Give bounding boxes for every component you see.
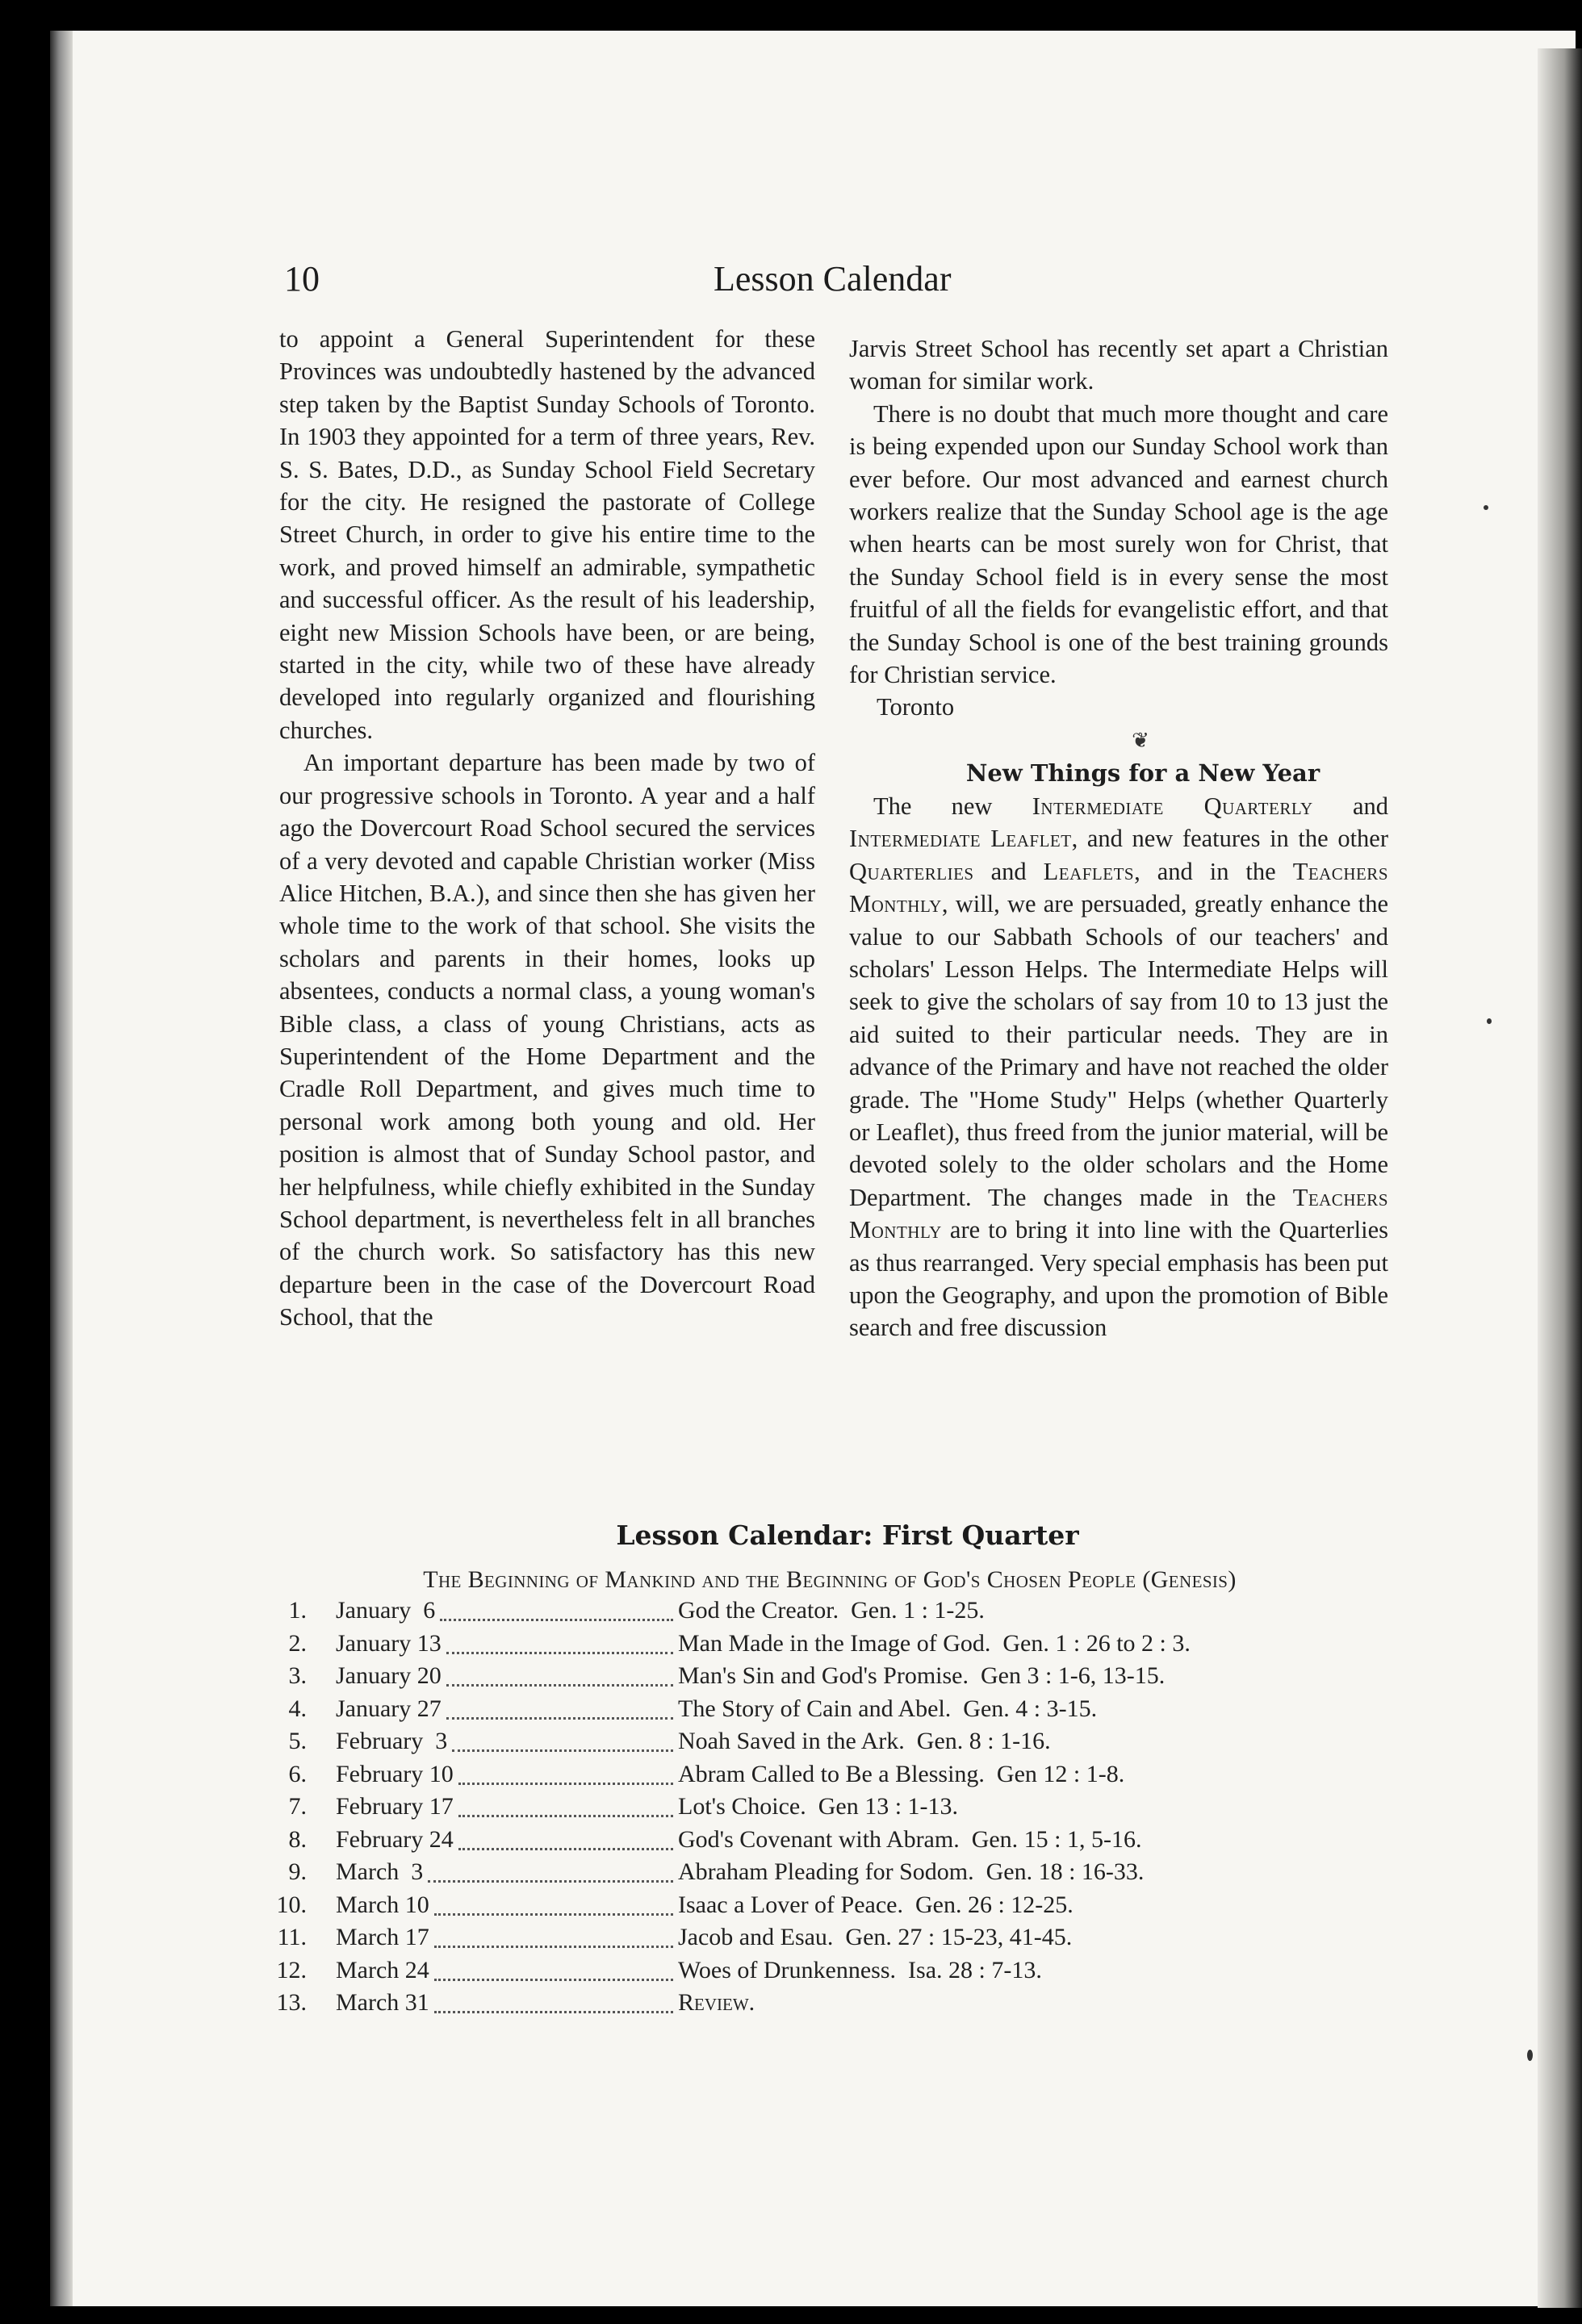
lesson-date: March 17 bbox=[336, 1924, 429, 1950]
lesson-title: Abraham Pleading for Sodom. Gen. 18 : 16-33. bbox=[678, 1858, 1145, 1885]
lesson-row bbox=[274, 1824, 1372, 1857]
lesson-title: Man Made in the Image of God. Gen. 1 : 26 to 2 : 3. bbox=[678, 1629, 1191, 1657]
lesson-title: God the Creator. Gen. 1 : 1-25. bbox=[678, 1597, 985, 1624]
publication-name: Teachers Monthly bbox=[849, 857, 1388, 918]
calendar-subtitle: The Beginning of Mankind and the Beginning of God's Chosen People (Genesis) bbox=[423, 1566, 1237, 1593]
lesson-date: February 24 bbox=[336, 1825, 454, 1853]
lesson-date: January 27 bbox=[336, 1695, 442, 1722]
body-text: The new bbox=[873, 792, 1032, 820]
page-edge-shadow bbox=[1538, 48, 1582, 2308]
lesson-row bbox=[274, 1987, 1372, 2020]
right-paragraph-2: There is no doubt that much more thought and care is being expended upon our Sunday School work than ever before. Our most advanced and earnest church workers realize that the Sunday School age is the age when hearts can be most surely won for Christ, that the Sunday School field is in every sense the most fruitful of all the fields for evangelistic effort, and that the Sunday School is one of the best training grounds for Christian service. bbox=[849, 399, 1388, 689]
binding-spine bbox=[50, 31, 73, 2306]
dot-leader bbox=[446, 1715, 673, 1720]
body-text: and bbox=[973, 857, 1044, 885]
lesson-row bbox=[274, 1758, 1372, 1791]
lesson-row bbox=[274, 1856, 1372, 1889]
section-heading: New Things for a New Year bbox=[965, 759, 1320, 787]
lesson-number: 1. bbox=[288, 1597, 307, 1624]
lesson-row bbox=[274, 1660, 1372, 1693]
dot-leader bbox=[446, 1682, 673, 1687]
fleuron-ornament: ❦ bbox=[1132, 728, 1149, 752]
lesson-number: 13. bbox=[276, 1989, 307, 2016]
lesson-title: Lot's Choice. Gen 13 : 1-13. bbox=[678, 1793, 959, 1820]
section-body bbox=[849, 790, 1388, 1344]
publication-name: Leaflets bbox=[1043, 857, 1135, 885]
lesson-title: Jacob and Esau. Gen. 27 : 15-23, 41-45. bbox=[678, 1924, 1073, 1950]
dot-leader bbox=[458, 1812, 673, 1817]
lesson-number: 7. bbox=[288, 1793, 307, 1820]
lesson-date: March 31 bbox=[336, 1989, 429, 2016]
dot-leader bbox=[458, 1845, 673, 1850]
lesson-title: Man's Sin and God's Promise. Gen 3 : 1-6, 13-15. bbox=[678, 1662, 1166, 1689]
left-paragraph-1: to appoint a General Superintendent for these Provinces was undoubtedly hastened by the advanced step taken by the Baptist Sunday Schools of Toronto. In 1903 they appointed for a term of three years, Rev. S. S. Bates, D.D., as Sunday School Field Secretary for the city. He resigned the pastorate of College Street Church, in order to give his entire time to the work, and proved himself an admirable, sympathetic and successful officer. As the result of his leadership, eight new Mission Schools have been, or are being, started in the city, while two of these have already developed into regularly organized and flourishing churches. bbox=[279, 325, 815, 744]
lesson-title: Isaac a Lover of Peace. Gen. 26 : 12-25. bbox=[678, 1891, 1074, 1918]
lesson-title: Review. bbox=[678, 1989, 755, 2016]
calendar-title: Lesson Calendar: First Quarter bbox=[616, 1519, 1079, 1551]
lesson-number: 4. bbox=[288, 1695, 307, 1722]
lesson-number: 8. bbox=[288, 1825, 307, 1853]
lesson-date: January 6 bbox=[336, 1597, 436, 1624]
page-header bbox=[284, 257, 978, 302]
lesson-number: 12. bbox=[276, 1956, 307, 1983]
left-paragraph-2: An important departure has been made by two of our progressive schools in Toronto. A year and a half ago the Dovercourt Road School secured the services of a very devoted and capable Christian worker (Miss Alice Hitchen, B.A.), and since then she has given her whole time to the work of that school. She visits the scholars and parents in their homes, looks up absentees, conducts a normal class, a young woman's Bible class, a class of young Christians, acts as Superintendent of the Home Department and the Cradle Roll Department, and gives much time to personal work among both young and old. Her position is almost that of Sunday School pastor, and her helpfulness, while chiefly exhibited in the Sunday School department, is nevertheless felt in all branches of the church work. So satisfactory has this new departure been in the case of the Dovercourt Road School, that the bbox=[279, 749, 815, 1331]
lesson-date: February 17 bbox=[336, 1793, 454, 1820]
dot-leader bbox=[434, 1943, 673, 1948]
lesson-list bbox=[274, 1595, 1372, 2020]
lesson-row bbox=[274, 1921, 1372, 1954]
dot-leader bbox=[434, 1976, 673, 1981]
right-paragraph-1: Jarvis Street School has recently set apart a Christian woman for similar work. bbox=[849, 335, 1388, 395]
lesson-row bbox=[274, 1954, 1372, 1988]
lesson-date: January 20 bbox=[336, 1662, 442, 1689]
body-text: , will, we are persuaded, greatly enhance the value to our Sabbath Schools of our teachers' and scholars' Lesson Helps. The Intermediate Helps will seek to give the scholars of say from 10 to 13 just the aid suited to their particular needs. They are in advance of the Primary and have not reached the older grade. The "Home Study" Helps (whether Quarterly or Leaflet), thus freed from the junior material, will be devoted solely to the older scholars and the Home Department. The changes made in the bbox=[849, 890, 1388, 1211]
page-number: 10 bbox=[284, 259, 320, 299]
running-title: Lesson Calendar bbox=[714, 259, 952, 299]
lesson-number: 6. bbox=[288, 1760, 307, 1787]
lesson-number: 11. bbox=[277, 1924, 307, 1950]
lesson-number: 3. bbox=[288, 1662, 307, 1689]
lesson-title: Abram Called to Be a Blessing. Gen 12 : 1-8. bbox=[678, 1760, 1125, 1787]
publication-name: Teachers Monthly bbox=[849, 1183, 1388, 1244]
scan-speck bbox=[1484, 505, 1488, 510]
lesson-row bbox=[274, 1889, 1372, 1922]
dot-leader bbox=[458, 1780, 673, 1785]
left-column bbox=[279, 323, 815, 1334]
lesson-date: February 3 bbox=[336, 1728, 448, 1754]
dot-leader bbox=[428, 1878, 673, 1883]
dot-leader bbox=[452, 1747, 673, 1752]
lesson-date: March 3 bbox=[336, 1858, 424, 1885]
publication-name: Intermediate Leaflet bbox=[849, 825, 1072, 853]
body-text: , and new features in the other bbox=[1071, 825, 1388, 853]
right-column bbox=[849, 332, 1388, 1344]
lesson-date: March 10 bbox=[336, 1891, 429, 1918]
lesson-date: February 10 bbox=[336, 1760, 454, 1787]
lesson-number: 2. bbox=[288, 1629, 307, 1657]
lesson-row bbox=[274, 1628, 1372, 1661]
lesson-title: Woes of Drunkenness. Isa. 28 : 7-13. bbox=[678, 1956, 1042, 1983]
scan-speck bbox=[1487, 1018, 1492, 1024]
lesson-row bbox=[274, 1693, 1372, 1726]
lesson-title: The Story of Cain and Abel. Gen. 4 : 3-15. bbox=[678, 1695, 1098, 1722]
lesson-title: God's Covenant with Abram. Gen. 15 : 1, 5-16. bbox=[678, 1825, 1142, 1853]
lesson-row bbox=[274, 1725, 1372, 1758]
lesson-number: 10. bbox=[276, 1891, 307, 1918]
dot-leader bbox=[446, 1649, 673, 1654]
dot-leader bbox=[434, 1911, 673, 1916]
lesson-row bbox=[274, 1595, 1372, 1628]
lesson-date: January 13 bbox=[336, 1629, 442, 1657]
lesson-number: 5. bbox=[288, 1728, 307, 1754]
signature: Toronto bbox=[877, 693, 955, 721]
body-text: and bbox=[1312, 792, 1389, 820]
publication-name: Quarterlies bbox=[849, 857, 974, 885]
scan-speck bbox=[1527, 2050, 1533, 2061]
lesson-number: 9. bbox=[288, 1858, 307, 1885]
lesson-title: Noah Saved in the Ark. Gen. 8 : 1-16. bbox=[678, 1728, 1051, 1754]
lesson-date: March 24 bbox=[336, 1956, 429, 1983]
body-text: are to bring it into line with the Quarterlies as thus rearranged. Very special emphasis has been put upon the Geography, and upon the promotion of Bible search and free discussion bbox=[849, 1216, 1388, 1342]
body-text: , and in the bbox=[1134, 857, 1293, 885]
dot-leader bbox=[440, 1616, 673, 1621]
publication-name: Intermediate Quarterly bbox=[1032, 792, 1313, 820]
lesson-row bbox=[274, 1791, 1372, 1824]
dot-leader bbox=[434, 2008, 673, 2013]
